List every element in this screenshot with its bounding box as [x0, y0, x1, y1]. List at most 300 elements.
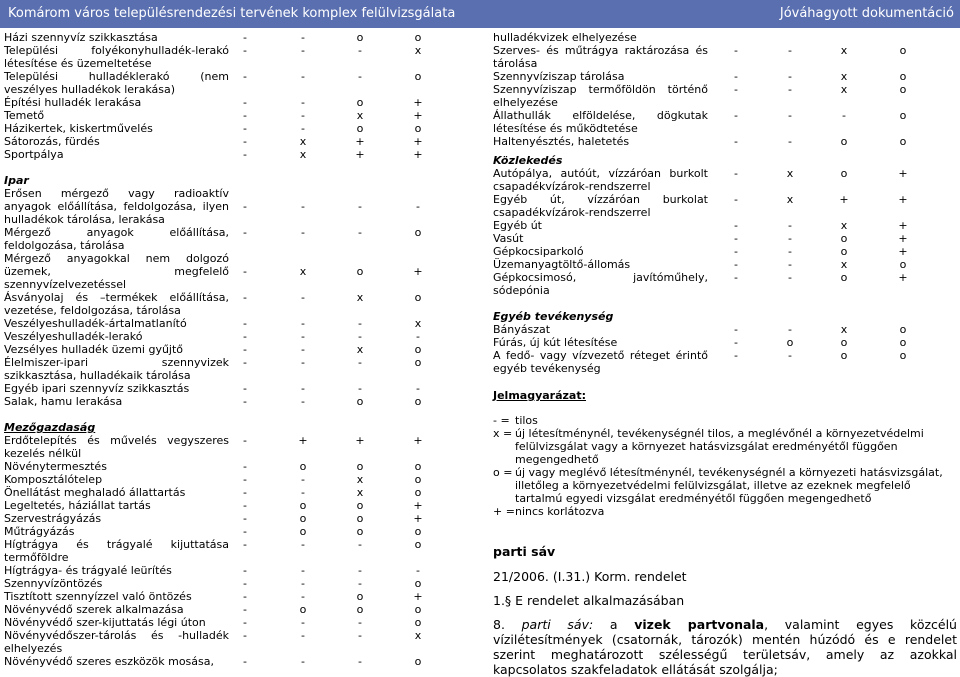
- restriction-mark: -: [301, 356, 305, 369]
- restriction-mark: x: [840, 44, 848, 57]
- restriction-mark: o: [840, 245, 848, 258]
- restriction-mark: o: [414, 473, 422, 486]
- restriction-mark: -: [243, 44, 247, 57]
- restriction-mark: -: [301, 590, 305, 603]
- restriction-mark: -: [301, 538, 305, 551]
- activity-label: Műtrágyázás: [4, 525, 75, 538]
- table-row: [4, 31, 474, 44]
- restriction-mark: -: [358, 44, 362, 57]
- document-header: [0, 0, 960, 28]
- activity-label: Salak, hamu lerakása: [4, 395, 123, 408]
- restriction-mark: o: [356, 122, 364, 135]
- legend-key: o =: [493, 466, 513, 479]
- activity-label: Növénytermesztés: [4, 460, 107, 473]
- table-row: [4, 382, 474, 395]
- table-row: [4, 499, 474, 512]
- restriction-mark: -: [243, 473, 247, 486]
- header-title: Komárom város településrendezési tervének komplex felülvizsgálata: [8, 6, 456, 21]
- activity-label: Tisztított szennyízzel való öntözés: [4, 590, 192, 603]
- table-row: [493, 31, 957, 44]
- restriction-mark: -: [416, 564, 420, 577]
- legend-description: új vagy meglévő létesítménynél, tevékenységnél a környezeti hatásvizsgálat, illetőleg a környezetvédelmi felülvizsgálat, illetve az ezeknek megfelelő tartalmú egyedi vizsgálat eredményétől függően megengedhető: [515, 466, 943, 505]
- restriction-mark: o: [356, 96, 364, 109]
- restriction-mark: o: [899, 44, 907, 57]
- restriction-mark: -: [416, 330, 420, 343]
- restriction-mark: +: [898, 232, 908, 245]
- section-heading: Mezőgazdaság: [4, 421, 96, 434]
- restriction-mark: o: [414, 226, 422, 239]
- restriction-mark: -: [243, 629, 247, 642]
- restriction-mark: +: [898, 245, 908, 258]
- left-column-table: [4, 31, 474, 668]
- restriction-mark: -: [358, 577, 362, 590]
- activity-label: Legeltetés, háziállat tartás: [4, 499, 151, 512]
- restriction-mark: o: [786, 336, 794, 349]
- spacer: [4, 408, 474, 421]
- restriction-mark: +: [413, 109, 423, 122]
- restriction-mark: o: [414, 395, 422, 408]
- restriction-mark: -: [243, 343, 247, 356]
- table-row: [4, 577, 474, 590]
- restriction-mark: -: [734, 245, 738, 258]
- restriction-mark: -: [301, 577, 305, 590]
- restriction-mark: -: [243, 382, 247, 395]
- activity-label: Haltenyésztés, haletetés: [493, 135, 630, 148]
- restriction-mark: -: [243, 122, 247, 135]
- right-column: [493, 31, 957, 677]
- restriction-mark: -: [301, 382, 305, 395]
- restriction-mark: -: [301, 122, 305, 135]
- activity-label: Növényvédő szerek alkalmazása: [4, 603, 184, 616]
- restriction-mark: -: [243, 525, 247, 538]
- table-row: [493, 336, 957, 349]
- restriction-mark: -: [734, 109, 738, 122]
- definition-article: a: [609, 617, 618, 632]
- restriction-mark: -: [243, 616, 247, 629]
- restriction-mark: -: [734, 135, 738, 148]
- restriction-mark: o: [414, 577, 422, 590]
- restriction-mark: +: [355, 148, 365, 161]
- section-heading: Közlekedés: [493, 154, 563, 167]
- restriction-mark: -: [243, 590, 247, 603]
- restriction-mark: -: [243, 70, 247, 83]
- table-row: [4, 122, 474, 135]
- activity-label: Veszélyeshulladék-lerakó: [4, 330, 143, 343]
- restriction-mark: -: [416, 382, 420, 395]
- restriction-mark: -: [301, 109, 305, 122]
- table-row: [4, 109, 474, 122]
- restriction-mark: o: [414, 343, 422, 356]
- restriction-mark: o: [299, 460, 307, 473]
- restriction-mark: -: [734, 271, 738, 284]
- activity-label: Növényvédő szeres eszközök mosása,: [4, 655, 214, 668]
- restriction-mark: o: [356, 590, 364, 603]
- legend-description: nincs korlátozva: [515, 505, 605, 518]
- activity-label: Egyéb út, vízzáróan burkolat csapadékvízárok-rendszerrel: [493, 193, 708, 219]
- restriction-mark: -: [788, 232, 792, 245]
- restriction-mark: x: [414, 317, 422, 330]
- restriction-mark: -: [243, 96, 247, 109]
- restriction-mark: -: [358, 356, 362, 369]
- restriction-mark: x: [840, 83, 848, 96]
- restriction-mark: -: [358, 564, 362, 577]
- activity-label: Üzemanyagtöltő-állomás: [493, 258, 631, 271]
- restriction-mark: o: [356, 512, 364, 525]
- spacer: [493, 297, 957, 310]
- restriction-mark: +: [298, 434, 308, 447]
- table-row: [4, 525, 474, 538]
- restriction-mark: -: [301, 564, 305, 577]
- restriction-mark: -: [243, 291, 247, 304]
- restriction-mark: -: [358, 226, 362, 239]
- restriction-mark: o: [840, 135, 848, 148]
- restriction-mark: -: [301, 44, 305, 57]
- restriction-mark: o: [299, 525, 307, 538]
- restriction-mark: x: [414, 629, 422, 642]
- restriction-mark: -: [358, 655, 362, 668]
- table-row: [4, 317, 474, 330]
- restriction-mark: -: [358, 70, 362, 83]
- restriction-mark: -: [243, 226, 247, 239]
- table-row: [4, 434, 474, 460]
- restriction-mark: x: [299, 135, 307, 148]
- restriction-mark: o: [414, 70, 422, 83]
- restriction-mark: o: [356, 525, 364, 538]
- restriction-mark: -: [301, 395, 305, 408]
- restriction-mark: x: [356, 473, 364, 486]
- restriction-mark: -: [301, 330, 305, 343]
- restriction-mark: -: [358, 616, 362, 629]
- parti-sav-heading: parti sáv: [493, 544, 556, 559]
- restriction-mark: -: [243, 148, 247, 161]
- restriction-mark: +: [898, 167, 908, 180]
- restriction-mark: x: [299, 148, 307, 161]
- activity-label: Települési hulladéklerakó (nem veszélyes hulladékok lerakása): [4, 70, 229, 96]
- restriction-mark: -: [243, 395, 247, 408]
- legend-item: [493, 427, 957, 466]
- restriction-mark: -: [788, 219, 792, 232]
- legend-item: [493, 414, 957, 427]
- section-1-intro: 1.§ E rendelet alkalmazásában: [493, 593, 685, 608]
- definition-8: [493, 617, 957, 677]
- legend-key: x =: [493, 427, 513, 440]
- activity-label: Szennyvíziszap termőföldön történő elhelyezése: [493, 83, 708, 109]
- restriction-mark: o: [899, 135, 907, 148]
- restriction-mark: +: [413, 499, 423, 512]
- restriction-mark: +: [898, 219, 908, 232]
- restriction-mark: x: [356, 343, 364, 356]
- restriction-mark: -: [301, 317, 305, 330]
- restriction-mark: o: [356, 31, 364, 44]
- activity-label: Bányászat: [493, 323, 551, 336]
- header-status: Jóváhagyott dokumentáció: [779, 6, 954, 21]
- restriction-mark: -: [788, 349, 792, 362]
- activity-label: Erdőtelepítés és művelés vegyszeres kezelés nélkül: [4, 434, 229, 460]
- restriction-mark: -: [243, 135, 247, 148]
- restriction-mark: -: [788, 44, 792, 57]
- table-row: [493, 323, 957, 336]
- restriction-mark: -: [243, 499, 247, 512]
- table-row: [4, 655, 474, 668]
- restriction-mark: x: [414, 44, 422, 57]
- activity-label: Növényvédő szer-kijuttatás légi úton: [4, 616, 206, 629]
- restriction-mark: -: [243, 330, 247, 343]
- restriction-mark: -: [301, 291, 305, 304]
- restriction-mark: -: [788, 109, 792, 122]
- table-row: [4, 187, 474, 226]
- restriction-mark: -: [358, 629, 362, 642]
- definition-text: , valamint egyes közcélú vízilétesítmények (csatornák, tározók) mentén húzódó és e rendelet szerint meghatározott szélességű területsáv, amely az azokkal kapcsolatos szakfeladatok ellátását szolgálja;: [493, 617, 957, 677]
- table-row: [4, 148, 474, 161]
- restriction-mark: -: [243, 512, 247, 525]
- table-row: [4, 603, 474, 616]
- restriction-mark: -: [788, 258, 792, 271]
- restriction-mark: -: [788, 245, 792, 258]
- restriction-mark: x: [840, 70, 848, 83]
- section-heading: Egyéb tevékenység: [493, 310, 614, 323]
- restriction-mark: -: [358, 538, 362, 551]
- restriction-mark: -: [358, 317, 362, 330]
- restriction-mark: -: [734, 193, 738, 206]
- restriction-mark: o: [299, 603, 307, 616]
- table-row: [4, 486, 474, 499]
- activity-label: Élelmiszer-ipari szennyvizek szikkasztása, hulladékaik tárolása: [4, 356, 229, 382]
- restriction-mark: +: [355, 434, 365, 447]
- restriction-mark: o: [899, 323, 907, 336]
- restriction-mark: -: [788, 323, 792, 336]
- restriction-mark: o: [414, 486, 422, 499]
- restriction-mark: -: [734, 232, 738, 245]
- section-heading: Ipar: [4, 174, 29, 187]
- spacer: [4, 161, 474, 174]
- restriction-mark: o: [414, 122, 422, 135]
- restriction-mark: o: [414, 538, 422, 551]
- restriction-mark: -: [243, 200, 247, 213]
- restriction-mark: +: [898, 271, 908, 284]
- restriction-mark: +: [839, 193, 849, 206]
- restriction-mark: -: [243, 31, 247, 44]
- table-row: [493, 109, 957, 135]
- restriction-mark: -: [358, 200, 362, 213]
- restriction-mark: -: [243, 564, 247, 577]
- table-row: [493, 44, 957, 70]
- activity-label: Autópálya, autóút, vízzáróan burkolt csapadékvízárok-rendszerrel: [493, 167, 708, 193]
- activity-label: Települési folyékonyhulladék-lerakó létesítése és üzemeltetése: [4, 44, 229, 70]
- legend-item: [493, 466, 957, 505]
- table-row: [493, 135, 957, 148]
- restriction-mark: -: [243, 356, 247, 369]
- restriction-mark: -: [243, 577, 247, 590]
- table-row: [4, 330, 474, 343]
- right-column-table: [493, 31, 957, 375]
- activity-label: Házikertek, kiskertművelés: [4, 122, 153, 135]
- activity-label: Egyéb út: [493, 219, 542, 232]
- table-row: [4, 291, 474, 317]
- restriction-mark: o: [414, 291, 422, 304]
- activity-label: Szervestrágyázás: [4, 512, 102, 525]
- activity-label: hulladékvizek elhelyezése: [493, 31, 637, 44]
- table-row: [493, 245, 957, 258]
- restriction-mark: -: [301, 200, 305, 213]
- table-row: [4, 44, 474, 70]
- restriction-mark: -: [734, 219, 738, 232]
- activity-label: Szennyvíziszap tárolása: [493, 70, 625, 83]
- restriction-mark: -: [734, 336, 738, 349]
- restriction-mark: +: [413, 590, 423, 603]
- table-row: [4, 395, 474, 408]
- table-row: [4, 564, 474, 577]
- activity-label: Erősen mérgező vagy radioaktív anyagok előállítása, feldolgozása, ilyen hulladékok tárolása, lerakása: [4, 187, 229, 226]
- table-row: [4, 135, 474, 148]
- table-row: [493, 232, 957, 245]
- table-row: [4, 460, 474, 473]
- restriction-mark: -: [301, 629, 305, 642]
- restriction-mark: +: [898, 193, 908, 206]
- restriction-mark: -: [788, 135, 792, 148]
- restriction-mark: o: [840, 167, 848, 180]
- restriction-mark: o: [414, 31, 422, 44]
- restriction-mark: o: [899, 336, 907, 349]
- restriction-mark: -: [416, 200, 420, 213]
- restriction-mark: -: [301, 96, 305, 109]
- table-row: [493, 83, 957, 109]
- table-row: [493, 219, 957, 232]
- restriction-mark: x: [356, 109, 364, 122]
- table-row: [4, 226, 474, 252]
- activity-label: Egyéb ipari szennyvíz szikkasztás: [4, 382, 190, 395]
- table-row: [4, 343, 474, 356]
- activity-label: Hígtrágya- és trágyalé leürítés: [4, 564, 172, 577]
- activity-label: Vezsélyes hulladék üzemi gyűjtő: [4, 343, 184, 356]
- restriction-mark: x: [299, 265, 307, 278]
- restriction-mark: -: [243, 603, 247, 616]
- activity-label: Állathullák elföldelése, dögkutak létesítése és működtetése: [493, 109, 708, 135]
- activity-label: Hígtrágya és trágyalé kijuttatása termőföldre: [4, 538, 229, 564]
- definition-number: 8.: [493, 617, 505, 632]
- table-row: [493, 70, 957, 83]
- activity-label: Ásványolaj és –termékek előállítása, vezetése, feldolgozása, tárolása: [4, 291, 229, 317]
- restriction-mark: x: [840, 219, 848, 232]
- restriction-mark: o: [840, 271, 848, 284]
- restriction-mark: -: [301, 31, 305, 44]
- activity-label: Veszélyeshulladék-ártalmatlanító: [4, 317, 187, 330]
- activity-label: Szerves- és műtrágya raktározása és tárolása: [493, 44, 708, 70]
- legend-title: Jelmagyarázat:: [493, 389, 587, 402]
- restriction-mark: o: [356, 460, 364, 473]
- restriction-mark: o: [414, 356, 422, 369]
- table-row: [4, 512, 474, 525]
- restriction-mark: +: [413, 148, 423, 161]
- restriction-mark: -: [301, 473, 305, 486]
- restriction-mark: -: [734, 83, 738, 96]
- restriction-mark: -: [301, 655, 305, 668]
- restriction-mark: o: [899, 349, 907, 362]
- restriction-mark: +: [413, 96, 423, 109]
- restriction-mark: x: [786, 193, 794, 206]
- restriction-mark: o: [356, 265, 364, 278]
- restriction-mark: o: [840, 232, 848, 245]
- table-row: [4, 70, 474, 96]
- restriction-mark: -: [243, 434, 247, 447]
- restriction-mark: o: [899, 83, 907, 96]
- table-row: [4, 616, 474, 629]
- restriction-mark: -: [734, 44, 738, 57]
- table-row: [4, 629, 474, 655]
- restriction-mark: -: [243, 486, 247, 499]
- restriction-mark: x: [786, 167, 794, 180]
- restriction-mark: -: [301, 486, 305, 499]
- table-row: [4, 538, 474, 564]
- restriction-mark: -: [301, 226, 305, 239]
- restriction-mark: o: [299, 512, 307, 525]
- legend-description: új létesítménynél, tevékenységnél tilos, a meglévőnél a környezetvédelmi felülvizsgálat vagy a környezet hatásvizsgálat eredményétől függően megengedhető: [515, 427, 924, 466]
- restriction-mark: o: [356, 603, 364, 616]
- restriction-mark: -: [301, 343, 305, 356]
- restriction-mark: -: [788, 83, 792, 96]
- restriction-mark: -: [788, 70, 792, 83]
- activity-label: Gépkocsimosó, javítóműhely, sódepónia: [493, 271, 708, 297]
- restriction-mark: x: [356, 291, 364, 304]
- restriction-mark: o: [840, 349, 848, 362]
- restriction-mark: o: [899, 258, 907, 271]
- activity-label: Sátorozás, fürdés: [4, 135, 100, 148]
- activity-label: Szennyvízöntözés: [4, 577, 103, 590]
- restriction-mark: -: [243, 655, 247, 668]
- activity-label: Temető: [4, 109, 45, 122]
- activity-label: Komposztálótelep: [4, 473, 103, 486]
- restriction-mark: +: [413, 434, 423, 447]
- restriction-mark: -: [243, 460, 247, 473]
- restriction-mark: -: [243, 265, 247, 278]
- legend: [493, 414, 957, 518]
- restriction-mark: o: [840, 336, 848, 349]
- activity-label: Gépkocsiparkoló: [493, 245, 584, 258]
- activity-label: Sportpálya: [4, 148, 64, 161]
- restriction-mark: o: [414, 525, 422, 538]
- restriction-mark: o: [414, 655, 422, 668]
- legend-item: [493, 505, 957, 518]
- restriction-mark: o: [299, 499, 307, 512]
- activity-label: Mérgező anyagok előállítása, feldolgozása, tárolása: [4, 226, 229, 252]
- table-row: [493, 271, 957, 297]
- table-row: [4, 590, 474, 603]
- restriction-mark: -: [301, 616, 305, 629]
- legend-key: - =: [493, 414, 510, 427]
- table-row: [493, 258, 957, 271]
- restriction-mark: -: [358, 382, 362, 395]
- table-row: [4, 96, 474, 109]
- restriction-mark: +: [413, 512, 423, 525]
- restriction-mark: x: [840, 323, 848, 336]
- restriction-mark: x: [840, 258, 848, 271]
- restriction-mark: -: [842, 109, 846, 122]
- restriction-mark: o: [414, 603, 422, 616]
- restriction-mark: -: [243, 317, 247, 330]
- table-row: [4, 252, 474, 291]
- legend-key: + =: [493, 505, 515, 518]
- activity-label: Házi szennyvíz szikkasztása: [4, 31, 158, 44]
- activity-label: A fedő- vagy vízvezető réteget érintő egyéb tevékenység: [493, 349, 708, 375]
- restriction-mark: +: [413, 135, 423, 148]
- table-row: [4, 473, 474, 486]
- restriction-mark: o: [356, 395, 364, 408]
- activity-label: Vasút: [493, 232, 524, 245]
- activity-label: Mérgező anyagokkal nem dolgozó üzemek, megfelelő szennyvízelvezetéssel: [4, 252, 229, 291]
- restriction-mark: o: [414, 460, 422, 473]
- restriction-mark: -: [734, 258, 738, 271]
- activity-label: Fúrás, új kút létesítése: [493, 336, 618, 349]
- restriction-mark: o: [414, 616, 422, 629]
